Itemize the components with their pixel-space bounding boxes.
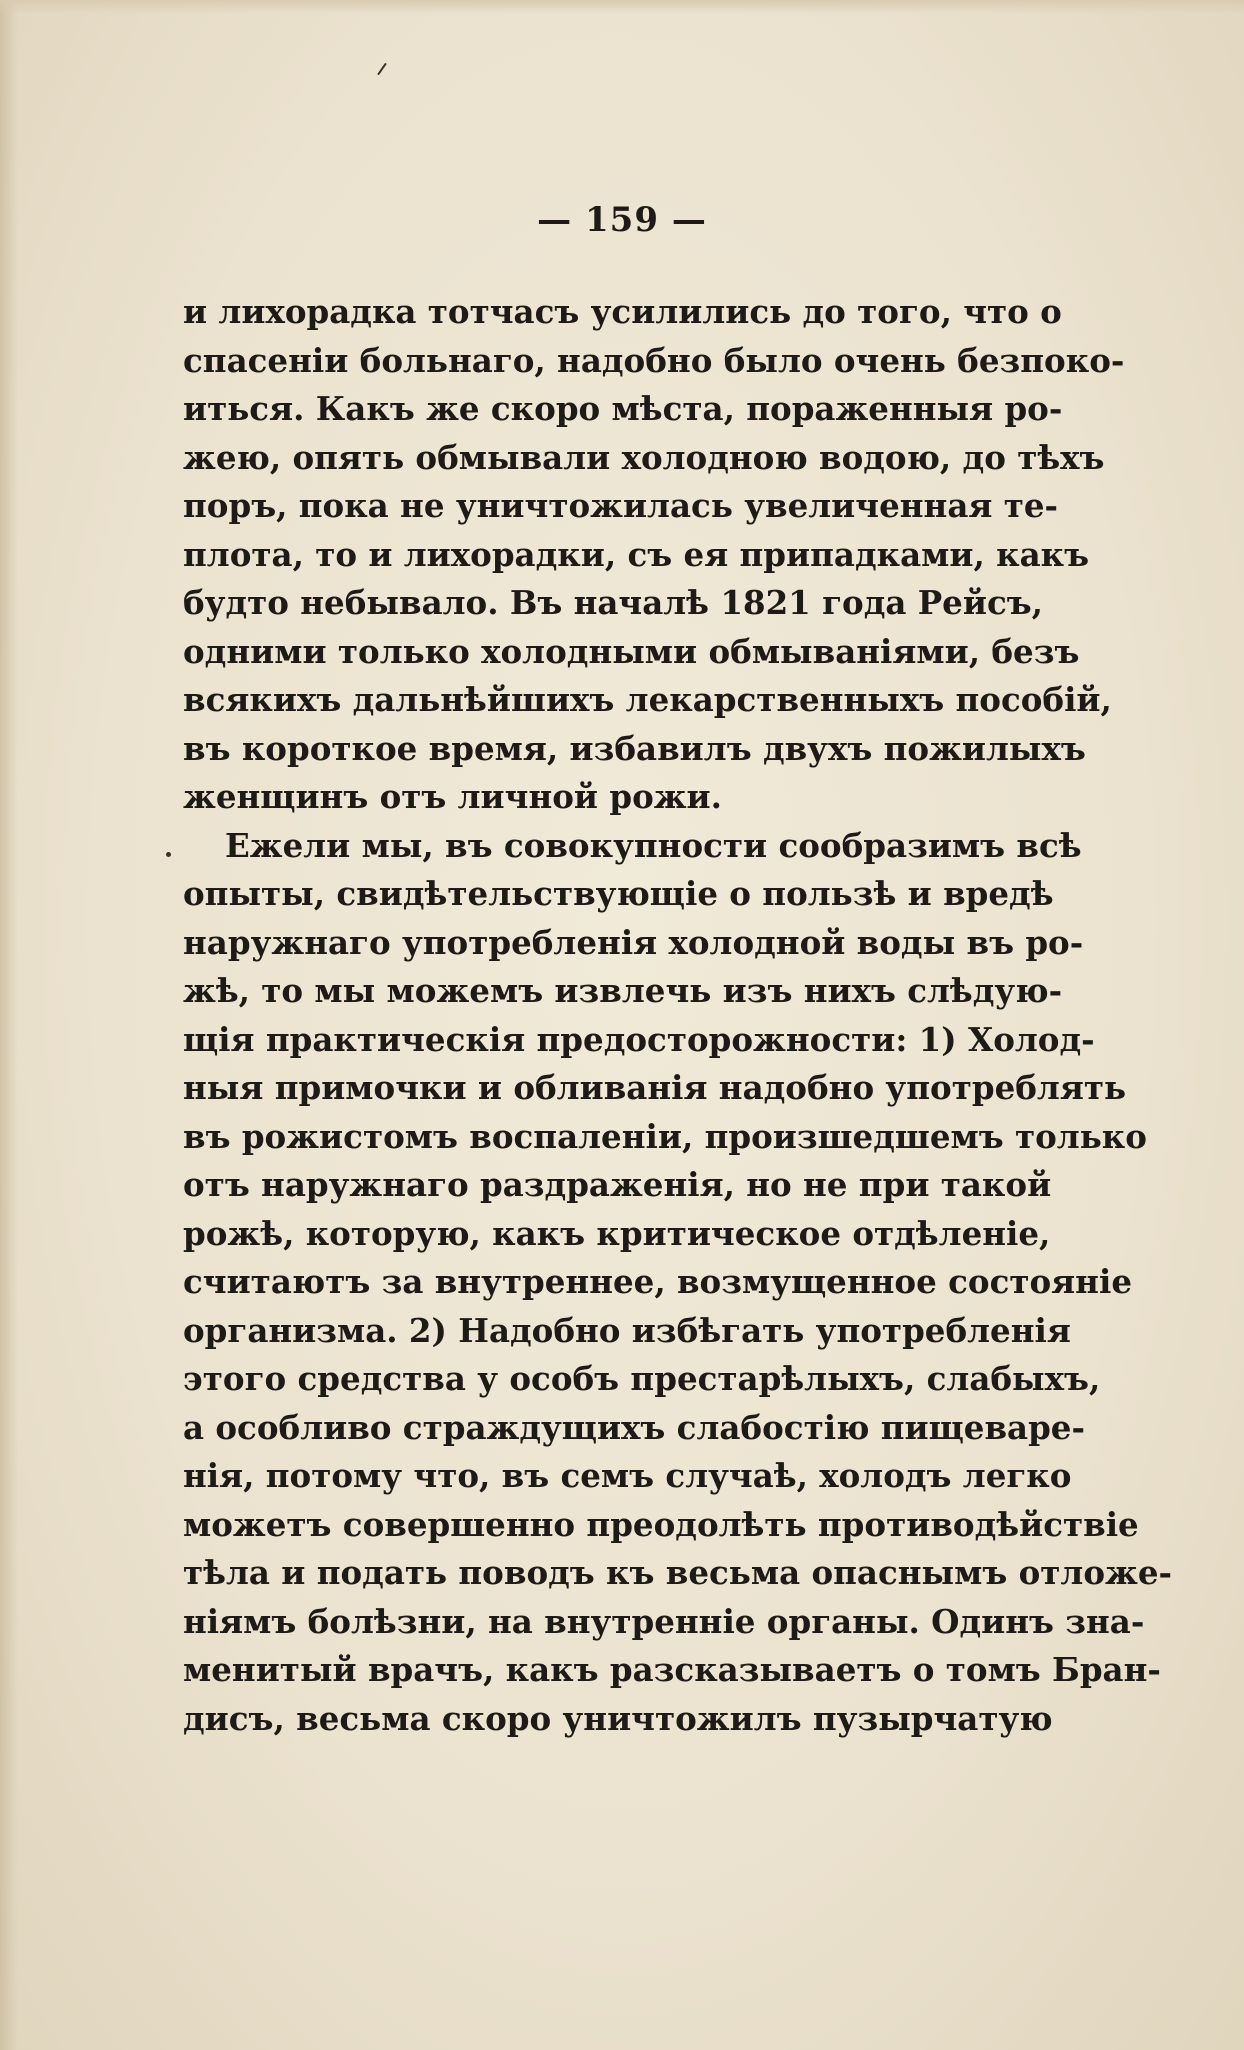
text-line: опыты, свидѣтельствующіе о пользѣ и вредѣ (183, 874, 1054, 913)
text-line: въ короткое время, избавилъ двухъ пожилыхъ (183, 728, 1086, 768)
body-text (183, 288, 1172, 1743)
text-line: жею, опять обмывали холодною водою, до тѣхъ (183, 437, 1105, 477)
text-line: въ рожистомъ воспаленіи, произшедшемъ только (183, 1116, 1147, 1156)
text-line-paragraph-end: женщинъ отъ личной рожи. (183, 777, 722, 816)
text-line: можетъ совершенно преодолѣть противодѣйствіе (183, 1504, 1139, 1544)
page-top-edge-shadow (0, 0, 1244, 14)
text-line: одними только холодными обмываніями, безъ (183, 631, 1080, 671)
text-line: организма. 2) Надобно избѣгать употребленія (183, 1310, 1071, 1350)
text-line: а особливо страждущихъ слабостію пищеваре- (183, 1407, 1085, 1447)
text-line: щія практическія предосторожности: 1) Холод- (183, 1019, 1095, 1059)
text-line: дисъ, весьма скоро уничтожилъ пузырчатую (183, 1698, 1053, 1738)
text-line: нія, потому что, въ семъ случаѣ, холодъ легко (183, 1456, 1072, 1495)
text-line: ніямъ болѣзни, на внутренніе органы. Одинъ зна- (183, 1601, 1145, 1641)
text-line: всякихъ дальнѣйшихъ лекарственныхъ пособій, (183, 680, 1112, 719)
text-line: менитый врачъ, какъ разсказываетъ о томъ Бран- (183, 1650, 1161, 1689)
text-line: спасеніи больнаго, надобно было очень безпоко- (183, 340, 1125, 380)
text-line: жѣ, то мы можемъ извлечь изъ нихъ слѣдую- (183, 971, 1063, 1010)
text-line: будто небывало. Въ началѣ 1821 года Рейсъ, (183, 583, 1043, 622)
text-line: плота, то и лихорадки, съ ея припадками, какъ (183, 534, 1090, 574)
text-line-paragraph-start: Ежели мы, въ совокупности сообразимъ всѣ (225, 825, 1082, 865)
ink-speck (166, 852, 171, 857)
text-line: рожѣ, которую, какъ критическое отдѣленіе, (183, 1213, 1051, 1253)
text-line: и лихорадка тотчасъ усилились до того, что о (183, 292, 1062, 331)
text-line: наружнаго употребленія холодной воды въ ро- (183, 922, 1084, 962)
ink-speck (377, 63, 387, 76)
text-line: иться. Какъ же скоро мѣста, пораженныя ро- (183, 389, 1063, 428)
text-line: ныя примочки и обливанія надобно употреблять (183, 1068, 1127, 1107)
page-left-edge-shadow (0, 0, 18, 2050)
text-line: этого средства у особъ престарѣлыхъ, слабыхъ, (183, 1359, 1101, 1398)
text-line: тѣла и подать поводъ къ весьма опаснымъ отложе- (183, 1553, 1172, 1592)
text-line: считаютъ за внутреннее, возмущенное состояніе (183, 1262, 1132, 1301)
text-line: отъ наружнаго раздраженія, но не при такой (183, 1165, 1052, 1204)
page-number: — 159 — (537, 200, 707, 240)
text-line: поръ, пока не уничтожилась увеличенная те- (183, 486, 1059, 525)
